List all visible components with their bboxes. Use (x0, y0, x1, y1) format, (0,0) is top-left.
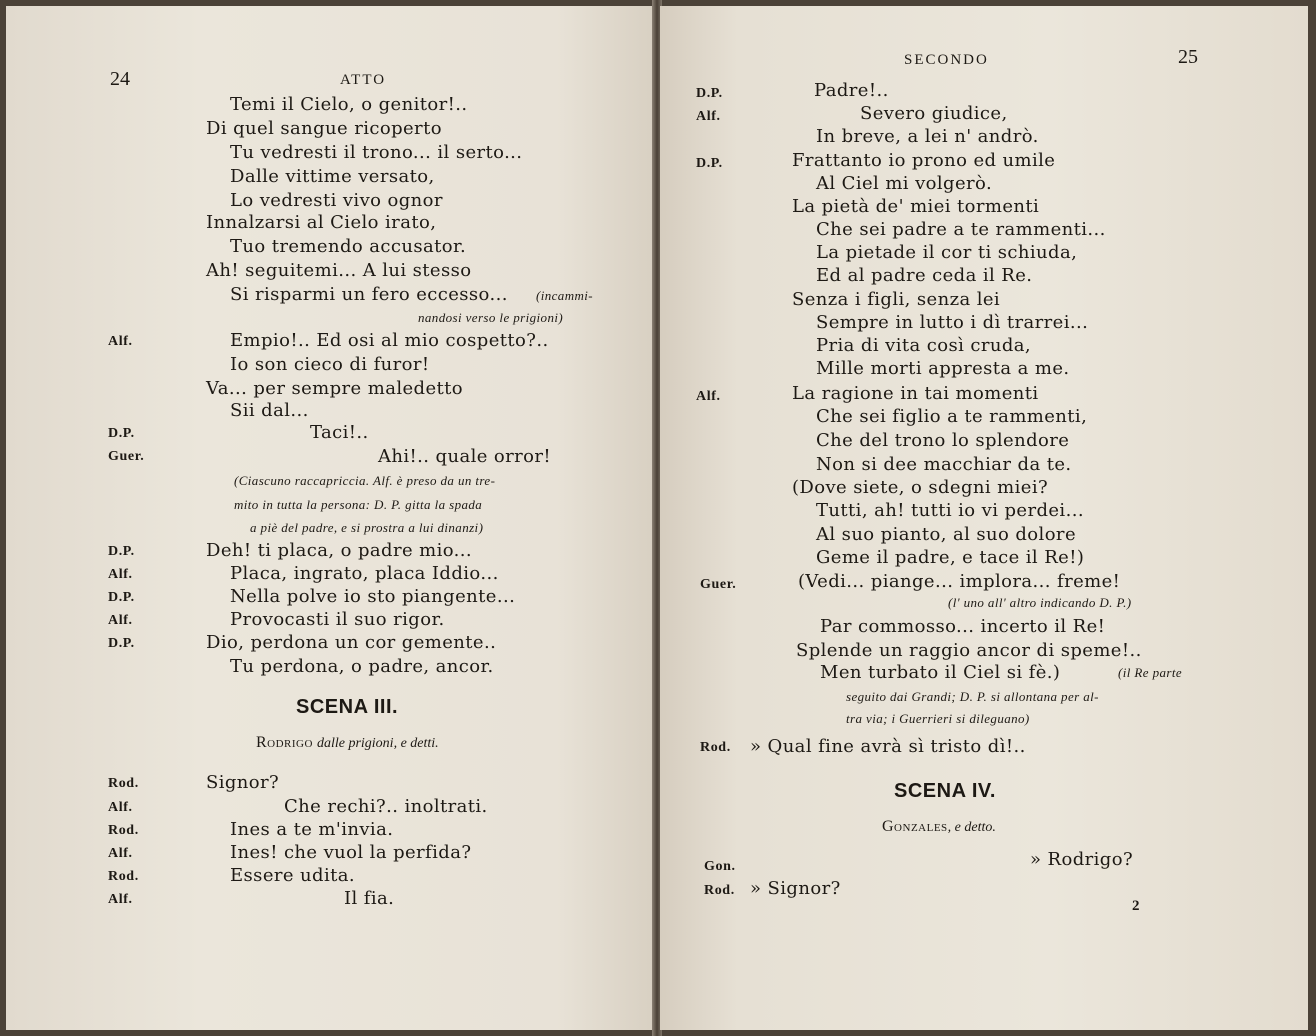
speaker-label: Rod. (700, 740, 731, 755)
verse-line: Di quel sangue ricoperto (206, 118, 442, 139)
verse-line: » Signor? (750, 878, 841, 899)
speaker-label: Rod. (108, 869, 139, 884)
verse-line: Dio, perdona un cor gemente.. (206, 632, 497, 653)
verse-line: Ines a te m'invia. (230, 819, 394, 840)
verse-line: Par commosso... incerto il Re! (820, 616, 1106, 637)
cast-name: Gonzales (882, 818, 948, 835)
verse-line: Non si dee macchiar da te. (816, 454, 1072, 475)
cast-direction: , e detto. (947, 820, 996, 835)
speaker-label: D.P. (108, 426, 135, 441)
verse-line: Innalzarsi al Cielo irato, (206, 212, 437, 233)
stage-direction: a piè del padre, e si prostra a lui dinanzi) (250, 520, 484, 535)
speaker-label: Rod. (108, 776, 139, 791)
verse-line: In breve, a lei n' andrò. (816, 126, 1039, 147)
speaker-label: Alf. (108, 334, 133, 349)
signature-mark: 2 (1132, 898, 1140, 914)
speaker-label: Alf. (696, 389, 721, 404)
verse-line: (Dove siete, o sdegni miei? (792, 477, 1049, 498)
speaker-label: Rod. (704, 883, 735, 898)
scene-title: SCENA IV. (894, 780, 996, 802)
verse-line: Lo vedresti vivo ognor (230, 190, 443, 211)
stage-direction: (Ciascuno raccapriccia. Alf. è preso da un tre- (234, 473, 496, 488)
scene-cast (256, 734, 439, 752)
verse-line: La ragione in tai momenti (792, 383, 1039, 404)
speaker-label: D.P. (696, 86, 723, 101)
verse-line: Temi il Cielo, o genitor!.. (230, 94, 468, 115)
verse-line: Pria di vita così cruda, (816, 335, 1032, 356)
verse-line: Sempre in lutto i dì trarrei... (816, 312, 1089, 333)
verse-line: Ah! seguitemi... A lui stesso (206, 260, 472, 281)
verse-line: Al Ciel mi volgerò. (816, 173, 993, 194)
verse-line: Che rechi?.. inoltrati. (284, 796, 488, 817)
verse-line: Empio!.. Ed osi al mio cospetto?.. (230, 330, 549, 351)
verse-line: Va... per sempre maledetto (206, 378, 464, 399)
stage-direction: (incammi- (536, 288, 594, 303)
verse-line: Frattanto io prono ed umile (792, 150, 1056, 171)
verse-line: Nella polve io sto piangente... (230, 586, 516, 607)
left-page (6, 6, 654, 1030)
cast-name: Rodrigo (256, 734, 313, 751)
speaker-label: Alf. (696, 109, 721, 124)
verse-line: Provocasti il suo rigor. (230, 609, 445, 630)
verse-line: Che sei padre a te rammenti... (816, 219, 1106, 240)
verse-line: Severo giudice, (860, 103, 1008, 124)
verse-line: Il fia. (344, 888, 395, 909)
verse-line: » Qual fine avrà sì tristo dì!.. (750, 736, 1026, 757)
speaker-label: Alf. (108, 800, 133, 815)
verse-line: Che sei figlio a te rammenti, (816, 406, 1088, 427)
verse-line: Geme il padre, e tace il Re!) (816, 547, 1085, 568)
verse-line: Splende un raggio ancor di speme!.. (796, 640, 1142, 661)
verse-line: Che del trono lo splendore (816, 430, 1070, 451)
speaker-label: Gon. (704, 859, 736, 874)
verse-line: Ahi!.. quale orror! (378, 446, 552, 467)
stage-direction: (il Re parte (1118, 665, 1183, 680)
verse-line: La pietà de' miei tormenti (792, 196, 1040, 217)
verse-line: Mille morti appresta a me. (816, 358, 1070, 379)
speaker-label: Rod. (108, 823, 139, 838)
running-head: SECONDO (904, 52, 989, 68)
verse-line: Al suo pianto, al suo dolore (816, 524, 1076, 545)
verse-line: Tuo tremendo accusator. (230, 236, 467, 257)
scene-cast (882, 818, 996, 836)
speaker-label: Guer. (108, 449, 145, 464)
page-number: 24 (110, 68, 130, 90)
verse-line: » Rodrigo? (1030, 849, 1134, 870)
speaker-label: D.P. (696, 156, 723, 171)
verse-line: Dalle vittime versato, (230, 166, 435, 187)
stage-direction: tra via; i Guerrieri si dileguano) (846, 711, 1030, 726)
running-head: ATTO (340, 72, 387, 88)
verse-line: Tu perdona, o padre, ancor. (230, 656, 494, 677)
verse-line: Tutti, ah! tutti io vi perdei... (816, 500, 1084, 521)
speaker-label: Guer. (700, 577, 737, 592)
verse-line: Deh! ti placa, o padre mio... (206, 540, 473, 561)
verse-line: Signor? (206, 772, 280, 793)
stage-direction: (l' uno all' altro indicando D. P.) (948, 595, 1132, 610)
verse-line: Sii dal... (230, 400, 309, 421)
scene-title: SCENA III. (296, 696, 399, 718)
verse-line: Ed al padre ceda il Re. (816, 265, 1033, 286)
verse-line: Placa, ingrato, placa Iddio... (230, 563, 499, 584)
right-page (660, 6, 1308, 1030)
verse-line: Tu vedresti il trono... il serto... (230, 142, 523, 163)
verse-line: Taci!.. (310, 422, 369, 443)
speaker-label: Alf. (108, 567, 133, 582)
page-number: 25 (1178, 46, 1198, 68)
verse-line: Essere udita. (230, 865, 356, 886)
stage-direction: mito in tutta la persona: D. P. gitta la spada (234, 497, 483, 512)
verse-line: Si risparmi un fero eccesso... (230, 284, 508, 305)
cast-direction: dalle prigioni, e detti. (316, 736, 439, 751)
stage-direction: seguito dai Grandi; D. P. si allontana per al- (846, 689, 1099, 704)
speaker-label: Alf. (108, 613, 133, 628)
stage-direction: nandosi verso le prigioni) (418, 310, 564, 325)
verse-line: Men turbato il Ciel si fè.) (820, 662, 1061, 683)
verse-line: La pietade il cor ti schiuda, (816, 242, 1078, 263)
speaker-label: D.P. (108, 590, 135, 605)
verse-line: Padre!.. (814, 80, 889, 101)
speaker-label: D.P. (108, 544, 135, 559)
verse-line: Io son cieco di furor! (230, 354, 430, 375)
speaker-label: D.P. (108, 636, 135, 651)
verse-line: Ines! che vuol la perfida? (230, 842, 472, 863)
verse-line: (Vedi... piange... implora... freme! (798, 571, 1121, 592)
verse-line: Senza i figli, senza lei (792, 289, 1001, 310)
speaker-label: Alf. (108, 846, 133, 861)
speaker-label: Alf. (108, 892, 133, 907)
